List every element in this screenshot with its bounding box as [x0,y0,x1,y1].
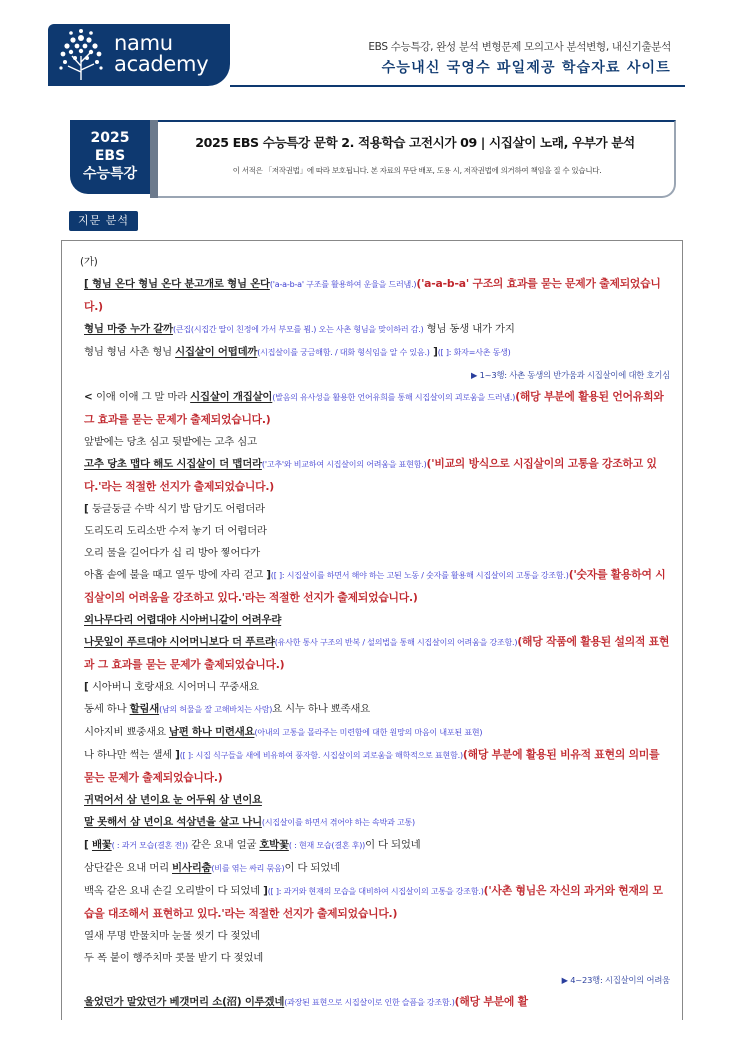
poem-line [80,991,670,1014]
poem-line [80,857,670,880]
key-phrase: 말 못해서 삼 년이요 석삼년을 살고 나니 [84,816,262,828]
poem-line [80,631,670,676]
exam-note: ('비교의 방식으로 시집살이의 고통을 강조하고 있다.'라는 적절한 선지가 출제되었습니다.) [84,457,657,493]
annotation: (시집살이를 하면서 겪어야 하는 속박과 고통) [261,818,415,827]
key-phrase: 시집살이 어떱데까 [175,346,258,358]
line-text: 아홉 솥에 불을 때고 열두 방에 자리 걷고 [84,569,267,581]
annotation: ([ ]: 과거와 현재의 모습을 대비하여 시집살이의 고통을 강조함.) [267,887,484,896]
line-text: 이 다 되었네 [284,862,340,874]
bracket-mark: < [84,391,96,403]
title-frame [158,120,676,198]
annotation: ( : 과거 모습(결혼 전)) [111,841,188,850]
exam-note: (해당 부분에 활용된 언어유희와 그 효과를 묻는 문제가 출제되었습니다.) [84,390,664,426]
key-phrase: 비사리춤 [172,862,212,874]
analysis-box [61,240,683,1020]
title-badge: 2025 EBS 수능특강 [70,120,150,194]
poem-line [80,386,670,431]
line-text: 시아지비 뾰중새요 [84,726,169,738]
line-text: 요 시누 하나 뾰족새요 [272,703,371,715]
line-text: 둥글둥글 수박 식기 밥 담기도 어렵더라 [91,503,265,515]
tree-logo-icon [52,26,110,84]
poem-line [80,520,670,542]
poem-line [80,925,670,947]
bracket-mark: [ [84,503,92,515]
line-text: 두 폭 붙이 행주치마 콧물 받기 다 젖었네 [84,952,264,964]
annotation: (아내의 고통을 몰라주는 미련함에 대한 원망의 마음이 내포된 표현) [254,728,483,737]
poem-line [80,880,670,925]
line-text: 앞밭에는 당초 심고 뒷밭에는 고추 심고 [84,436,257,448]
exam-note: (해당 부분에 활 [454,995,528,1008]
brand-logo[interactable] [48,24,230,86]
key-phrase: 남편 하나 미련새요 [168,726,255,738]
poem-line [80,811,670,834]
line-text: 시아버니 호랑새요 시어머니 꾸중새요 [91,681,259,693]
annotation: (비를 엮는 싸리 묶음) [211,864,285,873]
key-phrase: 울었던가 말았던가 베갯머리 소(沼) 이루겠네 [84,996,285,1008]
line-text: 이 다 되었네 [365,839,421,851]
annotation: (발음의 유사성을 활용한 언어유희를 통해 시집살이의 괴로움을 드러냄.) [272,393,516,402]
key-phrase: 나뭇잎이 푸르대야 시어머니보다 더 푸르랴 [84,636,275,648]
poem-line [80,609,670,631]
line-text: 백옥 같은 요내 손길 오리발이 다 되었네 [84,885,264,897]
annotation: ([ ]: 시집 식구들을 새에 비유하여 풍자함. 시집살이의 괴로움을 해학적으로 표현함.) [179,751,463,760]
annotation: ([ ]: 화자=사촌 동생) [437,348,511,357]
line-text: 형님 형님 사촌 형님 [84,346,176,358]
copyright-note: 이 서적은 「저작권법」에 따라 보호됩니다. 본 자료의 무단 배포, 도용 시, 저작권법에 의거하여 책임을 질 수 있습니다. [232,166,602,175]
annotation: ( : 현재 모습(결혼 후)) [288,841,366,850]
poem-line [80,498,670,520]
line-text: 오리 물을 길어다가 십 리 방아 찧어다가 [84,547,261,559]
annotation: ('고추'와 비교하여 시집살이의 어려움을 표현함.) [261,460,427,469]
brand-name: namu academy [114,31,209,76]
key-phrase: 시집살이 개집살이 [190,391,273,403]
exam-note: ('숫자를 활용하여 시집살이의 어려움을 강조하고 있다.'라는 적절한 선지가 출제되었습니다.) [84,568,666,604]
poem-line [80,676,670,698]
exam-note: ('사촌 형님은 자신의 과거와 현재의 모습을 대조해서 표현하고 있다.'라는 적절한 선지가 출제되었습니다.) [84,884,663,920]
page-header [0,0,743,100]
poem-line [80,273,670,318]
key-phrase: [ 형님 온다 형님 온다 분고개로 형님 온다 [84,278,270,290]
annotation: (큰집(시집간 딸이 친정에 가서 부모를 뵘.) 오는 사촌 형님을 맞이하러 감.) [172,325,424,334]
header-main-title: 수능내신 국영수 파일제공 학습자료 사이트 [381,60,671,76]
poem-line [80,564,670,609]
title-block [70,120,676,198]
key-phrase: 형님 마중 누가 갈까 [84,323,173,335]
annotation: (시집살이를 궁금해함. / 대화 형식임을 알 수 있음.) [257,348,430,357]
poem-line [80,318,670,341]
annotation: ('a-a-b-a' 구조를 활용하여 운율을 드러냄.) [269,280,417,289]
line-text: 이애 이애 그 말 마라 [95,391,191,403]
key-phrase: 할림새 [129,703,160,715]
header-divider [230,85,685,87]
line-text: 삼단같은 요내 머리 [84,862,173,874]
poem-line [80,789,670,811]
bracket-mark: ] [175,749,180,761]
poem-lines [80,251,670,1014]
poem-line [80,721,670,744]
exam-note: ('a-a-b-a' 구조의 효과를 묻는 문제가 출제되었습니다.) [84,277,661,313]
line-text: 같은 요내 얼굴 [187,839,260,851]
section-summary: ▶ 1~3행: 사촌 동생의 반가움과 시집살이에 대한 호기심 [470,370,670,380]
poem-line [80,744,670,789]
bracket-mark: ] [266,569,271,581]
annotation: (과장된 표현으로 시집살이로 인한 슬픔을 강조함.) [284,998,455,1007]
poem-line [80,431,670,453]
poem-line [80,542,670,564]
line-text: 도리도리 도리소반 수저 놓기 더 어렵더라 [84,525,267,537]
bracket-mark: [ [84,681,92,693]
poem-line [80,947,670,969]
document-title: 2025 EBS 수능특강 문학 2. 적용학습 고전시가 09 | 시집살이 노래, 우부가 분석 [195,135,635,150]
annotation: ([ ]: 시집살이를 하면서 해야 하는 고된 노동 / 숫자를 활용해 시집살이의 고통을 강조함.) [270,571,569,580]
poem-line [80,698,670,721]
header-subtitle: EBS 수능특강, 완성 분석 변형문제 모의고사 분석변형, 내신기출분석 [368,41,671,53]
bracket-mark: [ [84,839,92,851]
annotation: (남의 허물을 잘 고해바치는 사람) [159,705,273,714]
poem-line [80,341,670,364]
key-phrase: 외나무다리 어렵대야 시아버니같이 어려우랴 [84,614,282,626]
annotation: (유사한 통사 구조의 반복 / 설의법을 통해 시집살이의 어려움을 강조함.) [274,638,518,647]
title-accent-bar [150,120,158,198]
exam-note: (해당 작품에 활용된 설의적 표현과 그 효과를 묻는 문제가 출제되었습니다.) [84,635,670,671]
poem-line [80,251,670,273]
key-phrase: 귀먹어서 삼 년이요 눈 어두워 삼 년이요 [84,794,262,806]
bracket-mark: ] [263,885,268,897]
section-summary: ▶ 4~23행: 시집살이의 어려움 [561,975,670,985]
key-phrase: 호박꽃 [259,839,289,851]
line-text: 나 하나만 썩는 샐세 [84,749,176,761]
section-tag: 지문 분석 [69,211,138,231]
line-text: 형님 동생 내가 가지 [423,323,515,335]
bracket-mark: ] [429,346,438,358]
line-text: 열새 무명 반물치마 눈물 씻기 다 젖었네 [84,930,261,942]
poem-line [80,453,670,498]
poem-line [80,834,670,857]
line-text: 동세 하나 [84,703,130,715]
key-phrase: 배꽃 [91,839,112,851]
key-phrase: 고추 당초 맵다 해도 시집살이 더 맵더라 [84,458,262,470]
exam-note: (해당 부분에 활용된 비유적 표현의 의미를 묻는 문제가 출제되었습니다.) [84,748,660,784]
line-text: (가) [80,256,98,268]
